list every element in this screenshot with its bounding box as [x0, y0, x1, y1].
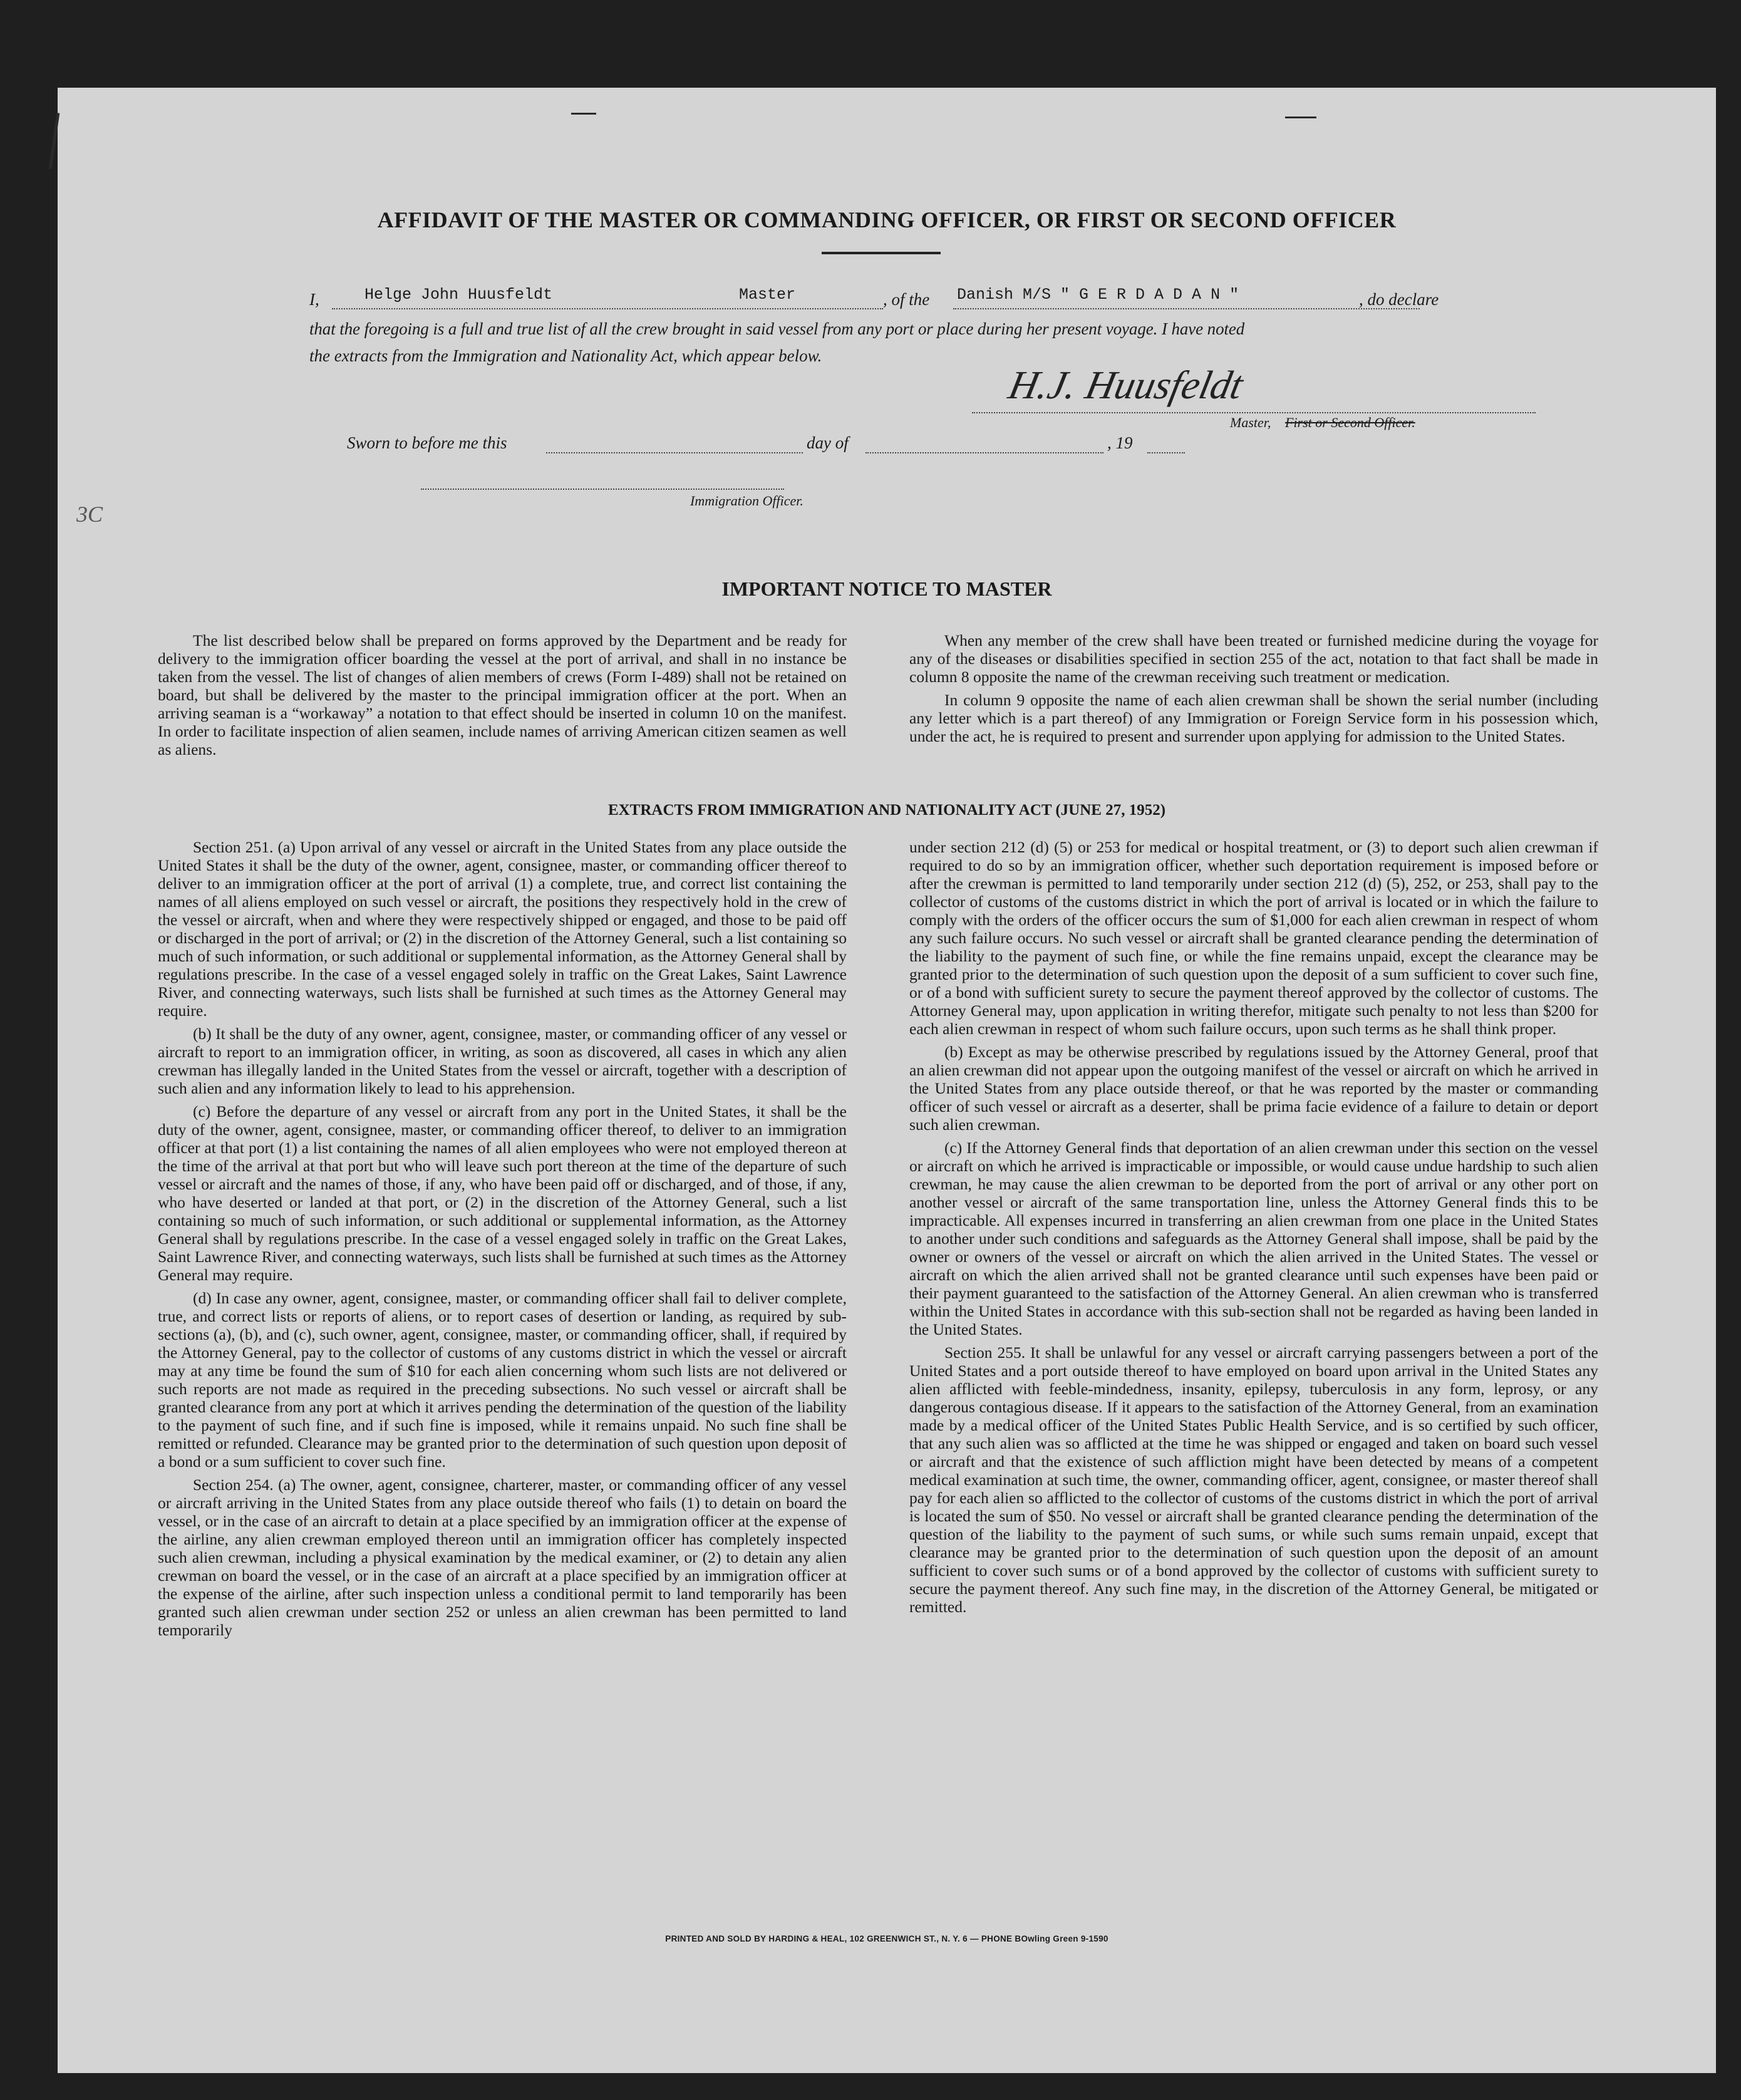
scan-mark-top	[571, 113, 596, 115]
extract-left-paragraph: (c) Before the departure of any vessel or aircraft from any port in the United States, it shall be the duty of the owner, agent, consignee, master, or commanding officer thereof, to deliver to an immigration officer at that port (1) a list containing the names of all alien employees who were not employed thereon at the time of the arrival at that port but who will leave such port thereon at the time of the departure of such vessel or aircraft and the names of those, if any, who have been paid off or discharged, and of those, if any, who have deserted or landed at that port, or (2) in the discretion of the Attorney General, such a list containing so much of such information, or such additional or supplemental information, as the Attorney General shall by regulations prescribe. In the case of a vessel engaged solely in traffic on the Great Lakes, Saint Lawrence River, and connecting waterways, such lists shall be furnished at such times as the Attorney General may require.	[158, 1102, 847, 1284]
extracts-right-column	[909, 838, 1598, 1621]
vessel-name: Danish M/S " G E R D A D A N "	[957, 286, 1239, 304]
notice-right-paragraph-2: In column 9 opposite the name of each alien crewman shall be shown the serial number (including any letter which is a part thereof) of any Immigration or Foreign Service form in his possession which, under the act, he is required to present and surrender upon applying for admission to the United States.	[909, 691, 1598, 745]
signature-line	[972, 412, 1536, 413]
extract-right-paragraph: Section 255. It shall be unlawful for any vessel or aircraft carrying passengers between a port of the United States and a port outside thereof to have employed on board upon arrival in the United States any alien afflicted with feeble-mindedness, insanity, epilepsy, tuberculosis in any form, leprosy, or any dangerous contagious disease. If it appears to the satisfaction of the Attorney General, from an examination made by a medical officer of the United States Public Health Service, and is so certified by such officer, that any such alien was so afflicted at the time he was shipped or engaged and taken on board such vessel or aircraft and that the existence of such affliction might have been detected by means of a competent medical examination at such time, the owner, commanding officer, agent, consignee, or master thereof shall pay for each alien so afflicted to the collector of customs of the customs district in which the port of arrival is located the sum of $50. No vessel or aircraft shall be granted clearance pending the determination of the question of the liability to the payment of such sums, or while such sums remain unpaid, except that clearance may be granted prior to the determination of such question upon the deposit of an amount sufficient to cover such sums or of a bond approved by the collector of customs with sufficient surety to secure the payment thereof. Any such fine may, in the discretion of the Attorney General, be mitigated or remitted.	[909, 1343, 1598, 1616]
extract-right-paragraph: (c) If the Attorney General finds that deportation of an alien crewman under this section on the vessel or aircraft on which he arrived is impracticable or impossible, or would cause undue hardship to such alien crewman, he may cause the alien crewman to be deported from the port of arrival or any other port on another vessel or aircraft of the same transportation line, unless the Attorney General finds this to be impracticable. All expenses incurred in transferring an alien crewman from one place in the United States to another under such conditions and safeguards as the Attorney General shall impose, shall be paid by the owner or owners of the vessel or aircraft on which the alien arrived in the United States. The vessel or aircraft on which the alien arrived shall not be granted clearance until such expenses have been paid or their payment guaranteed to the satisfaction of the Attorney General. An alien crewman who is transferred within the United States in accordance with this sub-section shall not be regarded as having been landed in the United States.	[909, 1139, 1598, 1338]
name-field-line	[332, 308, 883, 309]
extracts-left-column	[158, 838, 847, 1644]
notice-heading: IMPORTANT NOTICE TO MASTER	[721, 577, 1052, 600]
decl-line-2: that the foregoing is a full and true list of all the crew brought in said vessel from any port or place during her present voyage. I have noted	[309, 319, 1245, 338]
notice-right-paragraph-1: When any member of the crew shall have been treated or furnished medicine during the voyage for any of the diseases or disabilities specified in section 255 of the act, notation to that fact shall be made in column 8 opposite the name of the crewman receiving such treatment or medication.	[909, 631, 1598, 686]
extract-left-paragraph: Section 251. (a) Upon arrival of any vessel or aircraft in the United States from any place outside the United States it shall be the duty of the owner, agent, consignee, master, or commanding officer thereof to deliver to an immigration officer at the port of arrival (1) a complete, true, and correct list containing the names of all aliens employed on such vessel or aircraft, the positions they respectively hold in the crew of the vessel or aircraft, when and where they were respectively shipped or engaged, and those to be paid off or discharged in the port of arrival; or (2) in the discretion of the Attorney General, such a list containing so much of such information, or such additional or supplemental information, as the Attorney General shall by regulations prescribe. In the case of a vessel engaged solely in traffic on the Great Lakes, Saint Lawrence River, and connecting waterways, such lists shall be furnished at such times as the Attorney General may require.	[158, 838, 847, 1020]
extract-left-paragraph: Section 254. (a) The owner, agent, consignee, charterer, master, or commanding officer of any vessel or aircraft arriving in the United States from any place outside thereof who fails (1) to detain on board the vessel, or in the case of an aircraft to detain at a place specified by an immigration officer at the expense of the airline, any alien crewman employed thereon until an immigration officer has completely inspected such alien crewman, including a physical examination by the medical examiner, or (2) to detain any alien crewman on board the vessel, or in the case of an aircraft at a place specified by an immigration officer at the expense of the airline, after such inspection unless a conditional permit to land temporarily has been granted such alien crewman under section 252 or unless an alien crewman has been permitted to land temporarily	[158, 1476, 847, 1639]
extract-left-paragraph: (d) In case any owner, agent, consignee, master, or commanding officer shall fail to deliver complete, true, and correct lists or reports of aliens, or to report cases of desertion or landing, as required by sub-sections (a), (b), and (c), such owner, agent, consignee, master, or commanding officer, shall, if required by the Attorney General, pay to the collector of customs of any customs district in which the vessel or aircraft may at any time be found the sum of $10 for each alien concerning whom such lists are not delivered or such reports are not made as required in the preceding subsections. No such vessel or aircraft shall be granted clearance from any port at which it arrives pending the determination of the question of the liability to the payment of such fine, and if such fine is imposed, while it remains unpaid. No such fine shall be remitted or refunded. Clearance may be granted prior to the determination of such question upon deposit of a bond or a sum sufficient to cover such fine.	[158, 1289, 847, 1471]
decl-of-the: , of the	[883, 290, 930, 309]
notice-left-paragraph: The list described below shall be prepared on forms approved by the Department and be ready for delivery to the immigration officer boarding the vessel at the port of arrival, and shall in no instance be taken from the vessel. The list of changes of alien members of crews (Form I-489) shall not be retained on board, but shall be delivered by the master to the principal immigration officer at the port. When an arriving seaman is a “workaway” a notation to that effect should be inserted in column 10 on the manifest. In order to facilitate inspection of alien seamen, include names of arriving American citizen seamen as well as aliens.	[158, 631, 847, 758]
sworn-label: Sworn to before me this	[347, 433, 507, 452]
vessel-field-line	[953, 308, 1420, 309]
affidavit-title: AFFIDAVIT OF THE MASTER OR COMMANDING OFFICER, OR FIRST OR SECOND OFFICER	[377, 207, 1397, 232]
document-page	[58, 88, 1716, 2073]
master-rank: Master	[739, 286, 796, 304]
title-rule	[822, 252, 941, 254]
signature-caption-master: Master,	[1230, 415, 1271, 430]
day-of-label: day of	[807, 433, 849, 452]
margin-note: 3C	[76, 502, 103, 527]
decl-line-3: the extracts from the Immigration and Nationality Act, which appear below.	[309, 346, 822, 365]
master-name: Helge John Huusfeldt	[364, 286, 553, 304]
sworn-day-line	[546, 452, 803, 453]
year-label: , 19	[1107, 433, 1133, 452]
scan-mark-left	[49, 113, 59, 169]
notice-left-column	[158, 631, 847, 763]
extract-left-paragraph: (b) It shall be the duty of any owner, agent, consignee, master, or commanding officer of any vessel or aircraft to report to an immigration officer, in writing, as soon as discovered, all cases in which any alien crewman has illegally landed in the United States from the vessel or aircraft, together with a description of such alien and any information likely to lead to his apprehension.	[158, 1025, 847, 1097]
master-signature: H.J. Huusfeldt	[1005, 363, 1248, 407]
extracts-heading: EXTRACTS FROM IMMIGRATION AND NATIONALITY ACT (JUNE 27, 1952)	[607, 802, 1166, 819]
extract-right-paragraph: (b) Except as may be otherwise prescribed by regulations issued by the Attorney General, proof that an alien crewman did not appear upon the outgoing manifest of the vessel or aircraft on which he arrived in the United States from any place outside thereof, or that he was reported by the master or commanding officer of such vessel or aircraft as a deserter, shall be prima facie evidence of a failure to detain or deport such alien crewman.	[909, 1043, 1598, 1134]
scan-mark-top-right	[1285, 116, 1316, 118]
printer-footer: PRINTED AND SOLD BY HARDING & HEAL, 102 GREENWICH ST., N. Y. 6 — PHONE BOwling Green 9-1590	[665, 1934, 1108, 1943]
immigration-officer-caption: Immigration Officer.	[690, 493, 803, 509]
immigration-officer-line	[421, 489, 784, 490]
decl-do-declare: , do declare	[1359, 290, 1439, 309]
extract-right-paragraph: under section 212 (d) (5) or 253 for medical or hospital treatment, or (3) to deport such alien crewman if required to do so by an immigration officer, whether such deportation requirement is imposed before or after the crewman is permitted to land temporarily under section 212 (d) (5), 252, or 253, shall pay to the collector of customs of the customs district in which the port of arrival is located or in which the failure to comply with the orders of the officer occurs the sum of $1,000 for each alien crewman in respect of whom any such failure occurs. No such vessel or aircraft shall be granted clearance pending the determination of the liability to the payment of such fine, or while the fine remains unpaid, except the clearance may be granted prior to the determination of such question upon the deposit of a sum sufficient to cover such fine, or of a bond with sufficient surety to secure the payment thereof approved by the collector of customs. The Attorney General may, upon application in writing therefor, mitigate such penalty to not less than $200 for each alien crewman in respect of whom such failure occurs, upon such terms as he shall think proper.	[909, 838, 1598, 1038]
decl-i-label: I,	[309, 290, 319, 309]
sworn-month-line	[865, 452, 1103, 453]
notice-right-column	[909, 631, 1598, 750]
sworn-year-line	[1147, 452, 1185, 453]
signature-caption-struck: First or Second Officer.	[1285, 415, 1415, 430]
